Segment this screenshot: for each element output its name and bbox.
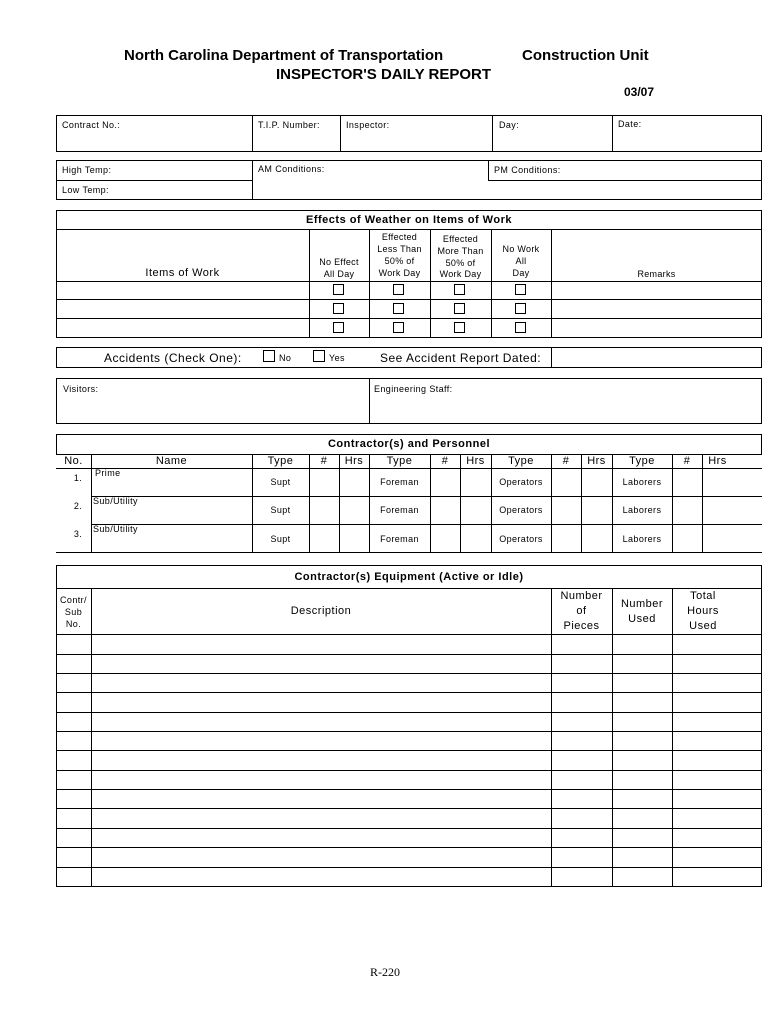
personnel-row-2-foreman: Foreman — [380, 505, 419, 515]
unit-title: Construction Unit — [522, 47, 649, 64]
hours-header-2: Hours — [687, 605, 719, 617]
col-num-header-4: # — [683, 455, 691, 467]
no-work-header-3: Day — [512, 268, 530, 278]
checkbox-no-effect-row-1[interactable] — [333, 284, 344, 295]
equipment-row[interactable] — [56, 654, 762, 655]
day-field[interactable]: Day: — [499, 120, 520, 130]
contract-no-field[interactable]: Contract No.: — [62, 120, 121, 130]
checkbox-no-work-row-2[interactable] — [515, 303, 526, 314]
date-field[interactable]: Date: — [618, 119, 642, 129]
hours-header-1: Total — [690, 590, 716, 602]
less-than-header-4: Work Day — [378, 268, 421, 278]
personnel-row-1-no: 1. — [73, 473, 83, 483]
col-type-header-1: Type — [267, 455, 294, 467]
equipment-row[interactable] — [56, 692, 762, 693]
equipment-section-title: Contractor(s) Equipment (Active or Idle) — [294, 571, 524, 583]
col-type-header-2: Type — [386, 455, 413, 467]
checkbox-less-than-row-2[interactable] — [393, 303, 404, 314]
accident-report-dated-label: See Accident Report Dated: — [380, 351, 542, 365]
no-effect-header-2: All Day — [323, 269, 355, 279]
personnel-row-2-laborers: Laborers — [622, 505, 662, 515]
col-num-header-2: # — [441, 455, 449, 467]
high-temp-field[interactable]: High Temp: — [62, 165, 112, 175]
col-no-header: No. — [64, 455, 83, 467]
less-than-header-1: Effected — [381, 232, 418, 242]
contr-sub-header-1: Contr/ — [60, 595, 87, 605]
visitors-field[interactable]: Visitors: — [63, 384, 99, 394]
checkbox-less-than-row-3[interactable] — [393, 322, 404, 333]
col-hrs-header-4: Hrs — [708, 455, 727, 467]
contr-sub-header-2: Sub — [64, 607, 83, 617]
used-header-2: Used — [628, 613, 656, 625]
pieces-header-2: of — [576, 605, 587, 617]
more-than-header-4: Work Day — [439, 269, 482, 279]
equipment-row[interactable] — [56, 712, 762, 713]
personnel-row-3-supt: Supt — [270, 534, 291, 544]
form-number: R-220 — [370, 965, 400, 979]
col-num-header-3: # — [562, 455, 570, 467]
col-type-header-3: Type — [508, 455, 534, 467]
personnel-row-1-foreman: Foreman — [380, 477, 419, 487]
no-effect-header-1: No Effect — [319, 257, 359, 267]
pieces-header-3: Pieces — [563, 620, 600, 632]
accident-no-checkbox[interactable] — [263, 350, 275, 362]
equipment-row[interactable] — [56, 770, 762, 771]
more-than-header-1: Effected — [442, 234, 479, 244]
no-work-header-1: No Work — [502, 244, 540, 254]
personnel-row-2-no: 2. — [73, 501, 83, 511]
personnel-row-3-no: 3. — [73, 529, 83, 539]
checkbox-more-than-row-3[interactable] — [454, 322, 465, 333]
pm-conditions-field[interactable]: PM Conditions: — [494, 165, 561, 175]
personnel-row-2-operators: Operators — [499, 505, 543, 515]
equipment-row[interactable] — [56, 750, 762, 751]
hours-header-3: Used — [689, 620, 717, 632]
agency-title: North Carolina Department of Transportation — [124, 47, 444, 64]
personnel-row-3-operators: Operators — [499, 534, 543, 544]
checkbox-no-work-row-3[interactable] — [515, 322, 526, 333]
equipment-row[interactable] — [56, 867, 762, 868]
more-than-header-2: More Than — [437, 246, 484, 256]
pieces-header-1: Number — [560, 590, 603, 602]
accidents-label: Accidents (Check One): — [104, 351, 242, 365]
personnel-row-1-operators: Operators — [499, 477, 543, 487]
items-of-work-header: Items of Work — [145, 267, 220, 279]
equipment-row[interactable] — [56, 731, 762, 732]
less-than-header-2: Less Than — [377, 244, 422, 254]
personnel-row-3-name[interactable]: Sub/Utility — [93, 524, 138, 534]
info-row — [56, 115, 762, 152]
col-name-header: Name — [155, 455, 188, 467]
checkbox-no-effect-row-3[interactable] — [333, 322, 344, 333]
personnel-row-1-name[interactable]: Prime — [95, 468, 121, 478]
tip-number-field[interactable]: T.I.P. Number: — [258, 120, 320, 130]
col-num-header-1: # — [320, 455, 328, 467]
description-header: Description — [290, 605, 352, 617]
col-type-header-4: Type — [629, 455, 655, 467]
equipment-row[interactable] — [56, 828, 762, 829]
more-than-header-3: 50% of — [445, 258, 476, 268]
equipment-row[interactable] — [56, 808, 762, 809]
col-hrs-header-2: Hrs — [466, 455, 485, 467]
less-than-header-3: 50% of — [384, 256, 415, 266]
checkbox-no-work-row-1[interactable] — [515, 284, 526, 295]
personnel-row-3-foreman: Foreman — [380, 534, 419, 544]
checkbox-more-than-row-1[interactable] — [454, 284, 465, 295]
am-conditions-field[interactable]: AM Conditions: — [258, 164, 325, 174]
used-header-1: Number — [620, 598, 664, 610]
revision-date: 03/07 — [624, 85, 655, 99]
personnel-row-1-supt: Supt — [270, 477, 291, 487]
col-hrs-header-1: Hrs — [344, 455, 364, 467]
personnel-row-3-laborers: Laborers — [622, 534, 662, 544]
low-temp-field[interactable]: Low Temp: — [62, 185, 109, 195]
equipment-row[interactable] — [56, 673, 762, 674]
personnel-row-2-name[interactable]: Sub/Utility — [93, 496, 138, 506]
inspector-field[interactable]: Inspector: — [346, 120, 390, 130]
engineering-staff-field[interactable]: Engineering Staff: — [374, 384, 453, 394]
checkbox-less-than-row-1[interactable] — [393, 284, 404, 295]
report-title: INSPECTOR'S DAILY REPORT — [276, 66, 492, 83]
checkbox-more-than-row-2[interactable] — [454, 303, 465, 314]
accident-yes-checkbox[interactable] — [313, 350, 325, 362]
no-work-header-2: All — [515, 256, 527, 266]
remarks-header: Remarks — [637, 269, 676, 279]
weather-section-title: Effects of Weather on Items of Work — [306, 214, 512, 226]
contr-sub-header-3: No. — [65, 619, 82, 629]
accident-yes-label: Yes — [329, 353, 345, 363]
personnel-row-1-laborers: Laborers — [622, 477, 662, 487]
equipment-row[interactable] — [56, 634, 762, 635]
personnel-row-2-supt: Supt — [270, 505, 291, 515]
personnel-section-title: Contractor(s) and Personnel — [327, 438, 491, 450]
equipment-row[interactable] — [56, 789, 762, 790]
equipment-row[interactable] — [56, 847, 762, 848]
checkbox-no-effect-row-2[interactable] — [333, 303, 344, 314]
col-hrs-header-3: Hrs — [587, 455, 606, 467]
accident-no-label: No — [279, 353, 292, 363]
